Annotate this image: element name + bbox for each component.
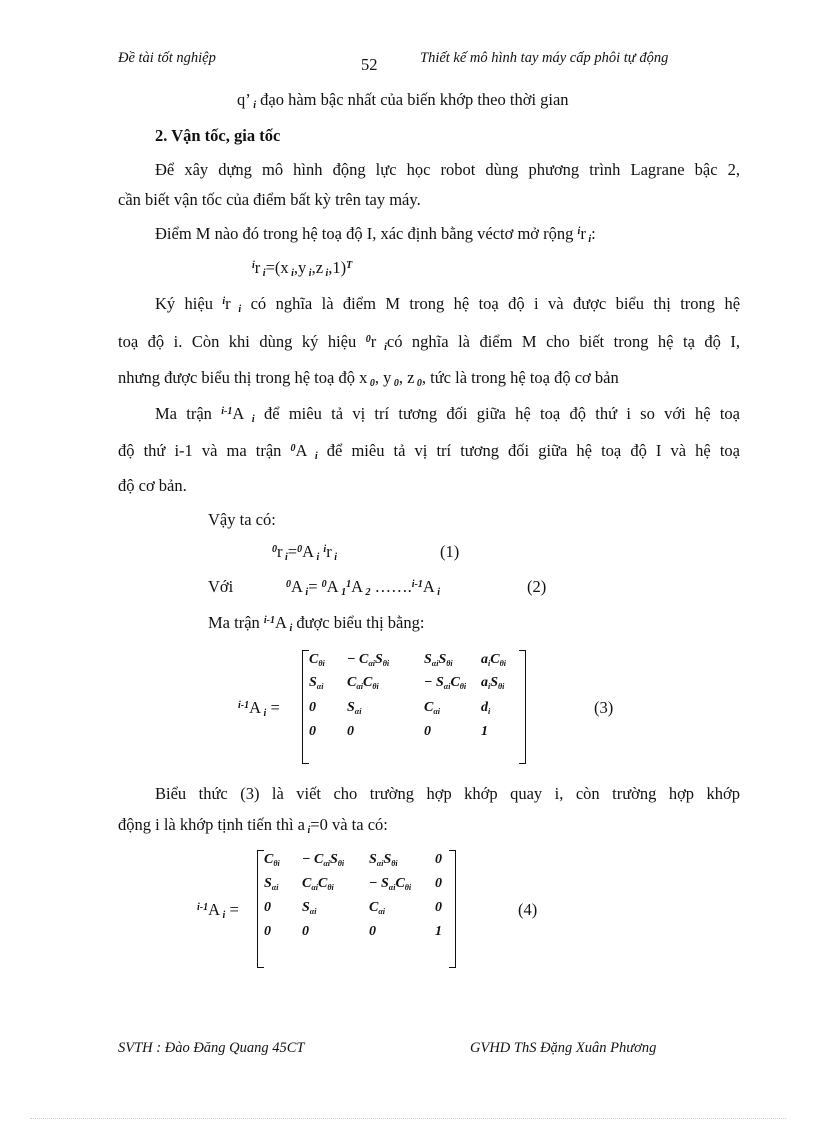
paragraph-4-line-1: Ma trận $^{i-1}$A $_i$ để miêu tả vị trí tương đối giữa hệ toạ độ thứ i so với hệ toạ	[155, 404, 740, 425]
matrix-cell: $a_iS_{\theta i}$	[481, 675, 505, 691]
matrix-cell: 0	[369, 924, 376, 939]
qprime-line: q’ $_i$ đạo hàm bậc nhất của biến khớp theo thời gian	[237, 90, 569, 111]
matrix-cell: 0	[264, 900, 271, 915]
equation-1-label: (1)	[440, 542, 460, 561]
equation-2-label: (2)	[527, 577, 547, 596]
matrix-cell: $C_{\theta i}$	[309, 652, 325, 668]
paragraph-3-line-3: nhưng được biểu thị trong hệ toạ độ x $_0$, y $_0$, z $_0$, tức là trong hệ toạ độ cơ bản	[118, 368, 619, 389]
matrix-cell: 0	[435, 852, 442, 867]
paragraph-3-line-2: toạ độ i. Còn khi dùng ký hiệu $^0$r $_i$có nghĩa là điểm M cho biết trong hệ tạ độ I,	[118, 332, 740, 353]
matrix-cell: 0	[347, 724, 354, 739]
voi-label: Với	[208, 577, 234, 596]
footer-left: SVTH : Đào Đăng Quang 45CT	[118, 1040, 305, 1056]
matrix-cell: $C_{\alpha i}C_{\theta i}$	[302, 876, 334, 892]
equation-3-lhs: $^{i-1}$A $_i$ =	[238, 698, 280, 719]
matrix-cell: 0	[435, 900, 442, 915]
matrix-cell: 0	[309, 700, 316, 715]
matrix-cell: $S_{\alpha i}S_{\theta i}$	[424, 652, 453, 668]
matrix-cell: $S_{\alpha i}$	[264, 876, 279, 892]
matrix-cell: 0	[424, 724, 431, 739]
matrix-4	[257, 850, 456, 968]
matrix-cell: 0	[309, 724, 316, 739]
matrix-cell: − $C_{\alpha i}S_{\theta i}$	[347, 652, 390, 668]
section-title: 2. Vận tốc, gia tốc	[155, 126, 281, 145]
matrix-cell: 0	[435, 876, 442, 891]
equation-2: $^0$A $_i$= $^0$A $_1^1$A $_2$ …….$^{i-1}$A $_i$	[286, 577, 441, 598]
matrix-cell: $C_{\alpha i}$	[424, 700, 440, 716]
footer-right: GVHD ThS Đặng Xuân Phương	[470, 1040, 657, 1056]
matrix-cell: 0	[302, 924, 309, 939]
matrix-cell: − $S_{\alpha i}C_{\theta i}$	[424, 675, 467, 691]
matrix-cell: $C_{\alpha i}$	[369, 900, 385, 916]
matrix-cell: 1	[481, 724, 488, 739]
matrix-cell: − $S_{\alpha i}C_{\theta i}$	[369, 876, 412, 892]
paragraph-5-line-1: Biểu thức (3) là viết cho trường hợp khớp quay i, còn trường hợp khớp	[155, 784, 740, 803]
matrix-3	[302, 650, 526, 764]
equation-4-label: (4)	[518, 900, 538, 919]
paragraph-2-line-1: Điểm M nào đó trong hệ toạ độ I, xác định bằng véctơ mở rộng $^i$r $_i$:	[155, 224, 596, 245]
paragraph-4-line-2: độ thứ i-1 và ma trận $^0$A $_i$ để miêu tả vị trí tương đối giữa hệ toạ độ I và hệ toạ	[118, 441, 740, 462]
matrix-cell: 1	[435, 924, 442, 939]
header-left: Đề tài tốt nghiệp	[118, 50, 216, 66]
matrix-cell: $C_{\theta i}$	[264, 852, 280, 868]
paragraph-3-line-1: Ký hiệu $^i$r $_i$ có nghĩa là điểm M trong hệ toạ độ i và được biểu thị trong hệ	[155, 294, 741, 315]
matrix-cell: 0	[264, 924, 271, 939]
matrix-cell: $S_{\alpha i}$	[302, 900, 317, 916]
matrix-cell: $S_{\alpha i}S_{\theta i}$	[369, 852, 398, 868]
paragraph-1-line-2: cần biết vận tốc của điểm bất kỳ trên tay máy.	[118, 190, 421, 209]
paragraph-5-line-2: động i là khớp tịnh tiến thì a $_i$=0 và ta có:	[118, 815, 388, 836]
matrix-cell: $S_{\alpha i}$	[309, 675, 324, 691]
equation-1: $^0$r $_i$=$^0$A $_i$ $^i$r $_i$	[272, 542, 337, 563]
equation-4-lhs: $^{i-1}$A $_i$ =	[197, 900, 239, 921]
vector-equation: $^i$r $_i$=(x $_i$,y $_i$,z $_i$,1)$^T$	[252, 258, 353, 279]
header-right: Thiết kế mô hình tay máy cấp phôi tự động	[420, 50, 669, 66]
paragraph-4-line-3: độ cơ bản.	[118, 476, 187, 495]
paragraph-1-line-1: Để xây dựng mô hình động lực học robot dùng phương trình Lagrane bậc 2,	[155, 160, 740, 179]
page-number: 52	[361, 55, 378, 74]
vay-ta-co: Vậy ta có:	[208, 510, 276, 529]
matrix-cell: $S_{\alpha i}$	[347, 700, 362, 716]
equation-3-label: (3)	[594, 698, 614, 717]
matrix-cell: $C_{\alpha i}C_{\theta i}$	[347, 675, 379, 691]
matrix-cell: $d_i$	[481, 700, 491, 716]
matrix-cell: $a_iC_{\theta i}$	[481, 652, 506, 668]
matrix-cell: − $C_{\alpha i}S_{\theta i}$	[302, 852, 345, 868]
ma-tran-line: Ma trận $^{i-1}$A $_i$ được biểu thị bằng:	[208, 613, 425, 634]
page-bottom-divider	[30, 1118, 786, 1119]
